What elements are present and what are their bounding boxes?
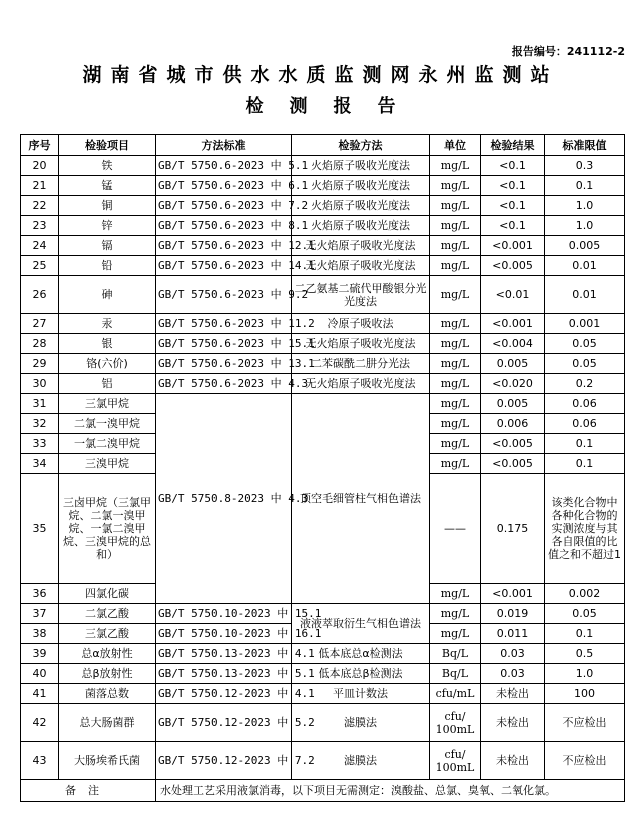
cell-standard: GB/T 5750.13-2023 中 4.1 (156, 644, 292, 664)
cell-standard: GB/T 5750.12-2023 中 7.2 (156, 742, 292, 780)
cell-no: 25 (21, 256, 59, 276)
cell-unit (430, 742, 481, 780)
cell-no: 26 (21, 276, 59, 314)
cell-no: 20 (21, 156, 59, 176)
cell-method-merged: 顶空毛细管柱气相色谱法 (292, 394, 430, 604)
cell-result: 0.175 (481, 474, 545, 584)
cell-result: <0.01 (481, 276, 545, 314)
cell-item: 菌落总数 (59, 684, 156, 704)
cell-unit: mg/L (430, 394, 481, 414)
cell-unit: mg/L (430, 156, 481, 176)
remark-text: 水处理工艺采用液氯消毒，以下项目无需测定：溴酸盐、总氯、臭氧、二氧化氯。 (156, 780, 625, 802)
cell-result: 未检出 (481, 704, 545, 742)
cell-method: 无火焰原子吸收光度法 (292, 236, 430, 256)
cell-limit: 0.06 (545, 394, 625, 414)
cell-standard: GB/T 5750.6-2023 中 8.1 (156, 216, 292, 236)
cell-method: 火焰原子吸收光度法 (292, 156, 430, 176)
cell-item: 三氯甲烷 (59, 394, 156, 414)
cell-unit: —— (430, 474, 481, 584)
cell-standard: GB/T 5750.12-2023 中 5.2 (156, 704, 292, 742)
cell-result: 0.011 (481, 624, 545, 644)
cell-unit: mg/L (430, 414, 481, 434)
table-row (21, 176, 625, 196)
report-number: 报告编号：241112-2 (511, 45, 625, 58)
col-header-no: 序号 (21, 135, 59, 156)
cell-no: 30 (21, 374, 59, 394)
col-header-item: 检验项目 (59, 135, 156, 156)
cell-limit: 0.01 (545, 256, 625, 276)
cell-no: 27 (21, 314, 59, 334)
cell-unit: Bq/L (430, 644, 481, 664)
cell-unit: mg/L (430, 354, 481, 374)
cell-method: 火焰原子吸收光度法 (292, 176, 430, 196)
cell-limit: 0.3 (545, 156, 625, 176)
station-title: 湖南省城市供水水质监测网永州监测站 (82, 64, 559, 86)
cell-result: 0.03 (481, 664, 545, 684)
cell-limit: 0.06 (545, 414, 625, 434)
cell-method-merged: 液液萃取衍生气相色谱法 (292, 604, 430, 644)
cell-no: 43 (21, 742, 59, 780)
cell-result: 0.006 (481, 414, 545, 434)
cell-result: <0.1 (481, 196, 545, 216)
table-row (21, 394, 625, 414)
cell-limit: 0.05 (545, 604, 625, 624)
cell-item: 三溴甲烷 (59, 454, 156, 474)
table-row (21, 256, 625, 276)
cell-no: 35 (21, 474, 59, 584)
cell-item: 大肠埃希氏菌 (59, 742, 156, 780)
cell-item: 三氯乙酸 (59, 624, 156, 644)
cell-limit: 100 (545, 684, 625, 704)
cell-method: 二苯碳酰二肼分光法 (292, 354, 430, 374)
cell-result: <0.1 (481, 176, 545, 196)
cell-standard: GB/T 5750.6-2023 中 13.1 (156, 354, 292, 374)
cell-item: 一氯二溴甲烷 (59, 434, 156, 454)
header-row (21, 135, 625, 156)
cell-item: 汞 (59, 314, 156, 334)
table-row (21, 742, 625, 780)
cell-limit: 1.0 (545, 216, 625, 236)
cell-no: 29 (21, 354, 59, 374)
cell-standard: GB/T 5750.10-2023 中 16.1 (156, 624, 292, 644)
cell-method: 无火焰原子吸收光度法 (292, 334, 430, 354)
table-row (21, 236, 625, 256)
cell-result: <0.001 (481, 584, 545, 604)
cell-unit: mg/L (430, 334, 481, 354)
cell-item: 锰 (59, 176, 156, 196)
cell-result: 0.005 (481, 354, 545, 374)
cell-limit: 0.01 (545, 276, 625, 314)
cell-no: 32 (21, 414, 59, 434)
cell-no: 31 (21, 394, 59, 414)
cell-result: <0.005 (481, 454, 545, 474)
cell-standard: GB/T 5750.6-2023 中 9.2 (156, 276, 292, 314)
unit-top: cfu/ (444, 709, 466, 723)
cell-limit: 0.1 (545, 176, 625, 196)
cell-limit: 0.005 (545, 236, 625, 256)
cell-result: <0.001 (481, 236, 545, 256)
cell-item: 铅 (59, 256, 156, 276)
cell-result: 未检出 (481, 742, 545, 780)
cell-method: 火焰原子吸收光度法 (292, 196, 430, 216)
remark-row (21, 780, 625, 802)
cell-item: 总β放射性 (59, 664, 156, 684)
cell-item: 二氯乙酸 (59, 604, 156, 624)
table-row (21, 604, 625, 624)
cell-no: 36 (21, 584, 59, 604)
cell-unit: mg/L (430, 624, 481, 644)
cell-limit: 0.1 (545, 434, 625, 454)
cell-standard: GB/T 5750.6-2023 中 15.1 (156, 334, 292, 354)
cell-limit: 0.2 (545, 374, 625, 394)
col-header-result: 检验结果 (481, 135, 545, 156)
cell-unit: mg/L (430, 454, 481, 474)
cell-no: 33 (21, 434, 59, 454)
cell-limit: 1.0 (545, 664, 625, 684)
cell-unit: mg/L (430, 216, 481, 236)
cell-limit: 0.1 (545, 624, 625, 644)
table-row (21, 664, 625, 684)
cell-item: 铜 (59, 196, 156, 216)
cell-unit: mg/L (430, 256, 481, 276)
table-row (21, 314, 625, 334)
cell-unit: mg/L (430, 374, 481, 394)
table-row (21, 334, 625, 354)
cell-standard: GB/T 5750.6-2023 中 12.1 (156, 236, 292, 256)
cell-unit: mg/L (430, 604, 481, 624)
cell-unit (430, 704, 481, 742)
cell-no: 22 (21, 196, 59, 216)
cell-no: 38 (21, 624, 59, 644)
report-title: 检测报告 (245, 96, 422, 117)
cell-result: <0.001 (481, 314, 545, 334)
remark-label: 备注 (21, 780, 156, 802)
cell-standard-merged: GB/T 5750.8-2023 中 4.3 (156, 394, 292, 604)
table-row (21, 704, 625, 742)
cell-limit: 0.001 (545, 314, 625, 334)
col-header-unit: 单位 (430, 135, 481, 156)
cell-result: <0.1 (481, 216, 545, 236)
cell-unit: mg/L (430, 176, 481, 196)
col-header-method: 检验方法 (292, 135, 430, 156)
cell-item: 铁 (59, 156, 156, 176)
cell-limit: 该类化合物中各种化合物的实测浓度与其各自限值的比值之和不超过1 (545, 474, 625, 584)
cell-method: 滤膜法 (292, 742, 430, 780)
cell-method: 无火焰原子吸收光度法 (292, 256, 430, 276)
cell-no: 21 (21, 176, 59, 196)
unit-bottom: 100mL (435, 760, 475, 774)
cell-no: 34 (21, 454, 59, 474)
cell-result: 未检出 (481, 684, 545, 704)
cell-method: 低本底总β检测法 (292, 664, 430, 684)
table-row (21, 276, 625, 314)
cell-unit: mg/L (430, 236, 481, 256)
cell-standard: GB/T 5750.6-2023 中 6.1 (156, 176, 292, 196)
cell-item: 总α放射性 (59, 644, 156, 664)
cell-limit: 0.002 (545, 584, 625, 604)
cell-limit: 0.05 (545, 354, 625, 374)
cell-no: 24 (21, 236, 59, 256)
cell-standard: GB/T 5750.10-2023 中 15.1 (156, 604, 292, 624)
cell-result: 0.005 (481, 394, 545, 414)
unit-bottom: 100mL (435, 722, 475, 736)
cell-method: 无火焰原子吸收光度法 (292, 374, 430, 394)
cell-no: 39 (21, 644, 59, 664)
cell-method: 冷原子吸收法 (292, 314, 430, 334)
cell-method: 平皿计数法 (292, 684, 430, 704)
cell-result: 0.019 (481, 604, 545, 624)
cell-standard: GB/T 5750.6-2023 中 11.2 (156, 314, 292, 334)
cell-limit: 0.05 (545, 334, 625, 354)
cell-unit: Bq/L (430, 664, 481, 684)
cell-result: <0.005 (481, 256, 545, 276)
cell-unit: mg/L (430, 196, 481, 216)
col-header-standard: 方法标准 (156, 135, 292, 156)
cell-unit: mg/L (430, 314, 481, 334)
cell-item: 银 (59, 334, 156, 354)
cell-item: 总大肠菌群 (59, 704, 156, 742)
cell-item: 二氯一溴甲烷 (59, 414, 156, 434)
cell-limit: 不应检出 (545, 742, 625, 780)
cell-no: 41 (21, 684, 59, 704)
table-row (21, 196, 625, 216)
cell-unit: mg/L (430, 276, 481, 314)
unit-top: cfu/ (444, 747, 466, 761)
cell-method: 滤膜法 (292, 704, 430, 742)
cell-result: <0.005 (481, 434, 545, 454)
cell-unit: mg/L (430, 584, 481, 604)
col-header-limit: 标准限值 (545, 135, 625, 156)
results-table (20, 134, 625, 802)
table-row (21, 156, 625, 176)
cell-method: 低本底总α检测法 (292, 644, 430, 664)
cell-result: <0.1 (481, 156, 545, 176)
cell-method: 二乙氨基二硫代甲酸银分光光度法 (292, 276, 430, 314)
cell-item: 锌 (59, 216, 156, 236)
cell-result: 0.03 (481, 644, 545, 664)
table-row (21, 354, 625, 374)
cell-limit: 不应检出 (545, 704, 625, 742)
cell-item: 四氯化碳 (59, 584, 156, 604)
cell-standard: GB/T 5750.6-2023 中 7.2 (156, 196, 292, 216)
table-row (21, 374, 625, 394)
cell-result: <0.020 (481, 374, 545, 394)
cell-standard: GB/T 5750.6-2023 中 14.1 (156, 256, 292, 276)
cell-standard: GB/T 5750.13-2023 中 5.1 (156, 664, 292, 684)
cell-standard: GB/T 5750.6-2023 中 4.3 (156, 374, 292, 394)
cell-unit: cfu/mL (430, 684, 481, 704)
table-row (21, 644, 625, 664)
cell-item: 镉 (59, 236, 156, 256)
cell-method: 火焰原子吸收光度法 (292, 216, 430, 236)
cell-item: 砷 (59, 276, 156, 314)
cell-limit: 0.5 (545, 644, 625, 664)
cell-result: <0.004 (481, 334, 545, 354)
cell-item: 铬(六价) (59, 354, 156, 374)
cell-no: 23 (21, 216, 59, 236)
table-row (21, 216, 625, 236)
cell-no: 42 (21, 704, 59, 742)
cell-limit: 0.1 (545, 454, 625, 474)
cell-unit: mg/L (430, 434, 481, 454)
cell-no: 40 (21, 664, 59, 684)
cell-no: 37 (21, 604, 59, 624)
cell-no: 28 (21, 334, 59, 354)
table-row (21, 684, 625, 704)
cell-standard: GB/T 5750.12-2023 中 4.1 (156, 684, 292, 704)
cell-standard: GB/T 5750.6-2023 中 5.1 (156, 156, 292, 176)
cell-limit: 1.0 (545, 196, 625, 216)
cell-item: 三卤甲烷（三氯甲烷、二氯一溴甲烷、一氯二溴甲烷、三溴甲烷的总和） (59, 474, 156, 584)
cell-item: 铝 (59, 374, 156, 394)
